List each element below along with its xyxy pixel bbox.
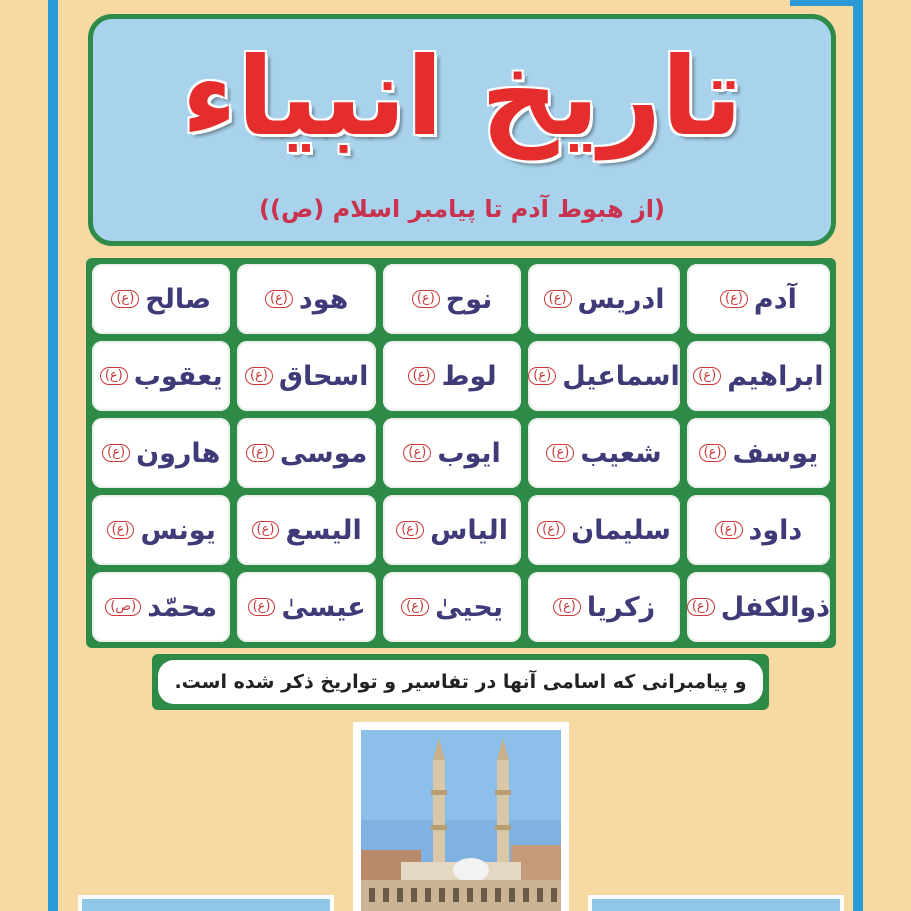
honorific-badge: (ع) bbox=[528, 367, 556, 385]
honorific-badge: (ع) bbox=[720, 290, 748, 308]
prophet-cell bbox=[383, 495, 521, 565]
prophet-cell bbox=[92, 264, 230, 334]
honorific-badge: (ع) bbox=[687, 598, 715, 616]
honorific-badge: (ع) bbox=[544, 290, 572, 308]
prophet-cell bbox=[687, 264, 830, 334]
prophet-name: موسی bbox=[279, 437, 368, 469]
prophet-name: ذوالکفل bbox=[720, 591, 830, 623]
prophet-name: صالح bbox=[145, 283, 212, 315]
prophet-cell bbox=[237, 495, 375, 565]
prophet-name: هارون bbox=[136, 437, 221, 469]
prophet-name: اسحاق bbox=[278, 360, 369, 392]
prophet-cell bbox=[687, 418, 830, 488]
prophet-cell bbox=[528, 572, 680, 642]
prophet-name: زکریا bbox=[586, 591, 656, 623]
honorific-badge: (ع) bbox=[403, 444, 431, 462]
prophet-cell bbox=[687, 495, 830, 565]
prophet-cell bbox=[237, 341, 375, 411]
honorific-badge: (ع) bbox=[693, 367, 721, 385]
prophet-cell bbox=[528, 418, 680, 488]
prophet-cell bbox=[237, 264, 375, 334]
prophet-name: شعیب bbox=[580, 437, 662, 469]
page-subtitle: (از هبوط آدم تا پیامبر اسلام (ص)) bbox=[259, 195, 665, 223]
prophet-cell bbox=[687, 572, 830, 642]
honorific-badge: (ع) bbox=[246, 444, 274, 462]
note-text: و پیامبرانی که اسامی آنها در تفاسیر و تواریخ ذکر شده است. bbox=[158, 660, 763, 704]
mosque-image bbox=[361, 730, 561, 911]
honorific-badge: (ع) bbox=[107, 521, 135, 539]
prophet-name: یحییٰ bbox=[435, 591, 504, 623]
prophet-name: سلیمان bbox=[571, 514, 671, 546]
prophet-name: ایوب bbox=[437, 437, 501, 469]
prophet-cell bbox=[237, 418, 375, 488]
prophet-cell bbox=[92, 572, 230, 642]
prophet-cell bbox=[92, 418, 230, 488]
honorific-badge: (ع) bbox=[699, 444, 727, 462]
prophet-name: نوح bbox=[445, 283, 493, 315]
prophet-cell bbox=[383, 418, 521, 488]
prophet-name: داود bbox=[748, 514, 803, 546]
top-blue-frame bbox=[790, 0, 863, 6]
prophet-name: یونس bbox=[140, 514, 216, 546]
prophet-cell bbox=[383, 572, 521, 642]
right-blue-frame bbox=[853, 0, 863, 911]
honorific-badge: (ع) bbox=[102, 444, 130, 462]
honorific-badge: (ع) bbox=[245, 367, 273, 385]
prophet-name: یوسف bbox=[732, 437, 819, 469]
prophets-grid bbox=[86, 258, 836, 648]
prophet-cell bbox=[92, 495, 230, 565]
honorific-badge: (ع) bbox=[553, 598, 581, 616]
honorific-badge: (ع) bbox=[715, 521, 743, 539]
page-title: تاریخ انبیاء bbox=[181, 35, 743, 160]
prophet-cell bbox=[92, 341, 230, 411]
prophet-name: هود bbox=[298, 283, 349, 315]
prophet-name: محمّد bbox=[147, 591, 218, 623]
prophet-name: آدم bbox=[753, 283, 797, 315]
honorific-badge: (ع) bbox=[100, 367, 128, 385]
bottom-left-panel bbox=[78, 895, 334, 911]
prophet-name: ادریس bbox=[577, 283, 665, 315]
mosque-photo bbox=[353, 722, 569, 911]
prophet-name: الیسع bbox=[285, 514, 362, 546]
honorific-badge: (ع) bbox=[265, 290, 293, 308]
prophet-name: ابراهیم bbox=[727, 360, 824, 392]
bottom-right-panel bbox=[588, 895, 844, 911]
honorific-badge: (ع) bbox=[396, 521, 424, 539]
honorific-badge: (ع) bbox=[412, 290, 440, 308]
honorific-badge: (ص) bbox=[105, 598, 141, 616]
prophet-cell bbox=[528, 341, 680, 411]
prophet-cell bbox=[528, 495, 680, 565]
prophet-cell bbox=[528, 264, 680, 334]
prophet-cell bbox=[237, 572, 375, 642]
prophet-name: یعقوب bbox=[133, 360, 223, 392]
prophet-cell bbox=[383, 264, 521, 334]
left-blue-frame bbox=[48, 0, 58, 911]
prophet-name: عیسیٰ bbox=[281, 591, 366, 623]
honorific-badge: (ع) bbox=[408, 367, 436, 385]
honorific-badge: (ع) bbox=[401, 598, 429, 616]
prophet-name: لوط bbox=[441, 360, 497, 392]
prophet-name: الیاس bbox=[430, 514, 508, 546]
note-panel bbox=[152, 654, 769, 710]
honorific-badge: (ع) bbox=[252, 521, 280, 539]
prophet-cell bbox=[687, 341, 830, 411]
honorific-badge: (ع) bbox=[537, 521, 565, 539]
honorific-badge: (ع) bbox=[546, 444, 574, 462]
prophet-cell bbox=[383, 341, 521, 411]
title-panel bbox=[88, 14, 836, 246]
honorific-badge: (ع) bbox=[248, 598, 276, 616]
prophet-name: اسماعیل bbox=[562, 360, 680, 392]
honorific-badge: (ع) bbox=[111, 290, 139, 308]
